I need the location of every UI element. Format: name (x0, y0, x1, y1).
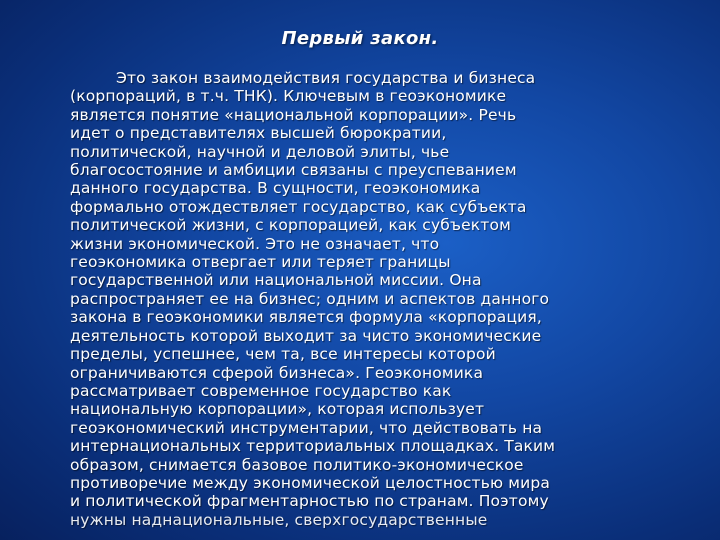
slide-title: Первый закон. (281, 28, 439, 49)
body-line: данного государства. В сущности, геоэкономика (70, 179, 481, 198)
body-line: интернациональных территориальных площадках. Таким (70, 437, 556, 456)
body-line: рассматривает современное государство как (70, 381, 452, 400)
body-line: распространяет ее на бизнес; одним и аспектов данного (70, 289, 550, 308)
body-line: благосостояние и амбиции связаны с преуспеванием (70, 161, 517, 180)
body-line: жизни экономической. Это не означает, что (70, 234, 440, 253)
body-line: пределы, успешнее, чем та, все интересы которой (70, 345, 496, 364)
body-line: является понятие «национальной корпорации». Речь (70, 105, 517, 124)
body-line: идет о представителях высшей бюрократии, (70, 124, 447, 143)
body-line: и политической фрагментарностью по странам. Поэтому (70, 492, 549, 511)
body-line: (корпораций, в т.ч. ТНК). Ключевым в геоэкономике (70, 87, 507, 106)
body-line: формально отождествляет государство, как субъекта (70, 197, 527, 216)
body-line: государственной или национальной миссии. Она (70, 271, 482, 290)
body-line: геоэкономика отвергает или теряет границы (70, 253, 451, 272)
body-line-cutoff: нужны наднациональные, сверхгосударственные (70, 510, 488, 529)
body-line: образом, снимается базовое политико-экономическое (70, 455, 524, 474)
body-line: закона в геоэкономики является формула «корпорация, (70, 308, 542, 327)
body-line: политической, научной и деловой элиты, чье (70, 142, 450, 161)
body-line: национальную корпорации», которая использует (70, 400, 485, 419)
body-line: ограничиваются сферой бизнеса». Геоэкономика (70, 363, 484, 382)
body-line: деятельность которой выходит за чисто экономические (70, 326, 542, 345)
body-line: геоэкономический инструментарии, что действовать на (70, 418, 543, 437)
slide-body-text (70, 69, 675, 529)
body-line: Это закон взаимодействия государства и бизнеса (116, 69, 536, 87)
body-line: противоречие между экономической целостностью мира (70, 473, 550, 492)
body-line: политической жизни, с корпорацией, как субъектом (70, 216, 511, 235)
